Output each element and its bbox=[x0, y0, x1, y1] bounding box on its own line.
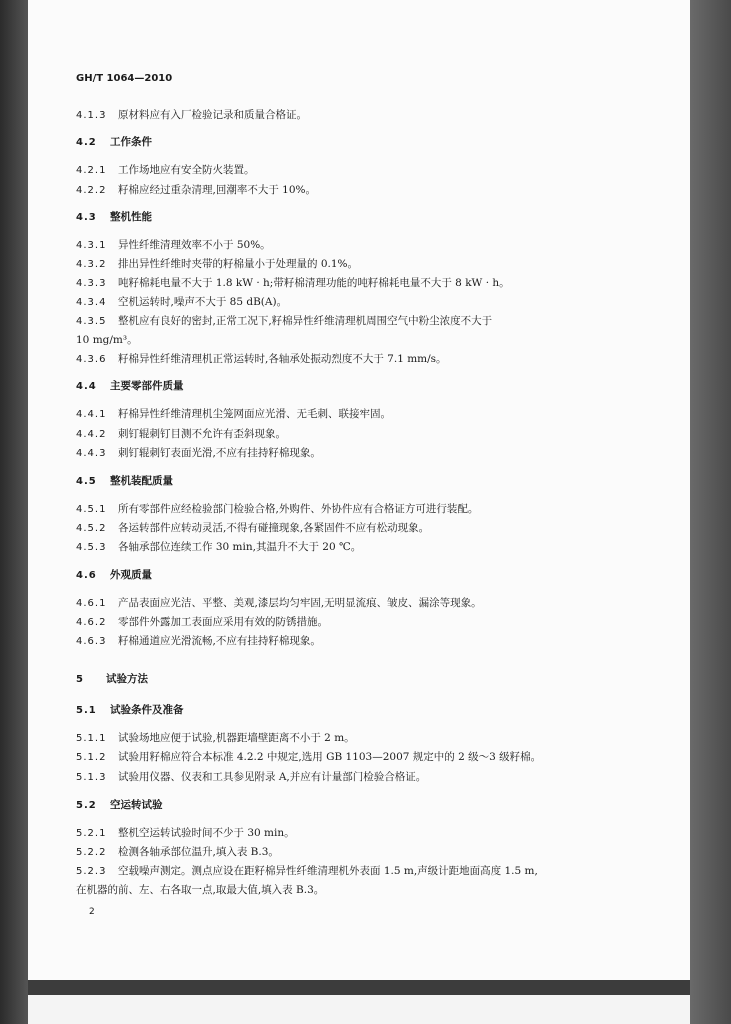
clause-text: 刺钉辊刺钉表面光滑,不应有挂持籽棉现象。 bbox=[118, 447, 321, 459]
clause-text: 10 mg/m³。 bbox=[76, 334, 138, 346]
clause-number: 5.2.2 bbox=[76, 847, 107, 858]
clause-number: 4.3.3 bbox=[76, 278, 107, 289]
clause-line bbox=[76, 521, 429, 536]
clause-number: 5 bbox=[76, 674, 84, 685]
clause-line bbox=[76, 295, 287, 310]
background-right bbox=[690, 0, 731, 1024]
clause-number: 4.5.3 bbox=[76, 542, 107, 553]
clause-line bbox=[76, 108, 307, 123]
section-heading bbox=[76, 672, 148, 687]
clause-text: 空运转试验 bbox=[110, 799, 163, 811]
clause-text: 试验场地应便于试验,机器距墙壁距离不小于 2 m。 bbox=[118, 732, 355, 744]
clause-text: 外观质量 bbox=[110, 569, 152, 581]
clause-line bbox=[76, 750, 541, 765]
clause-line bbox=[76, 826, 295, 841]
clause-number: 5.1.1 bbox=[76, 733, 107, 744]
clause-text: 试验用籽棉应符合本标准 4.2.2 中规定,选用 GB 1103—2007 规定中的 2 级～3 级籽棉。 bbox=[118, 751, 542, 763]
clause-line bbox=[76, 883, 324, 897]
clause-text: 各运转部件应转动灵活,不得有碰撞现象,各紧固件不应有松动现象。 bbox=[118, 522, 430, 534]
clause-number: 4.5.2 bbox=[76, 523, 107, 534]
clause-text: 试验条件及准备 bbox=[110, 704, 184, 716]
clause-text: 排出异性纤维时夹带的籽棉量小于处理量的 0.1%。 bbox=[118, 258, 359, 270]
clause-text: 籽棉异性纤维清理机尘笼网面应光滑、无毛刺、联接牢固。 bbox=[118, 408, 391, 420]
clause-line bbox=[76, 333, 138, 347]
clause-text: 籽棉异性纤维清理机正常运转时,各轴承处振动烈度不大于 7.1 mm/s。 bbox=[118, 353, 447, 365]
clause-line bbox=[76, 314, 492, 329]
clause-number: 4.3.5 bbox=[76, 316, 107, 327]
clause-number: 4.4.2 bbox=[76, 429, 107, 440]
clause-text: 零部件外露加工表面应采用有效的防锈措施。 bbox=[118, 616, 328, 628]
clause-line bbox=[76, 864, 538, 879]
section-heading bbox=[76, 135, 152, 150]
clause-number: 4.2.2 bbox=[76, 185, 107, 196]
clause-line bbox=[76, 596, 482, 611]
clause-text: 整机装配质量 bbox=[110, 475, 173, 487]
clause-number: 4.6 bbox=[76, 570, 97, 581]
section-heading bbox=[76, 379, 184, 394]
clause-text: 整机空运转试验时间不少于 30 min。 bbox=[118, 827, 295, 839]
clause-text: 籽棉应经过重杂清理,回潮率不大于 10%。 bbox=[118, 184, 317, 196]
clause-number: 4.6.1 bbox=[76, 598, 107, 609]
clause-line bbox=[76, 183, 316, 198]
clause-text: 整机性能 bbox=[110, 211, 152, 223]
clause-line bbox=[76, 407, 391, 422]
clause-text: 工作场地应有安全防火装置。 bbox=[118, 164, 255, 176]
section-heading bbox=[76, 210, 152, 225]
section-heading bbox=[76, 568, 152, 583]
clause-text: 籽棉通道应光滑流畅,不应有挂持籽棉现象。 bbox=[118, 635, 321, 647]
clause-number: 5.1.3 bbox=[76, 772, 107, 783]
clause-line bbox=[76, 427, 286, 442]
page-gap bbox=[28, 980, 690, 995]
clause-line bbox=[76, 257, 358, 272]
clause-line bbox=[76, 276, 510, 291]
clause-line bbox=[76, 615, 328, 630]
clause-number: 4.3.6 bbox=[76, 354, 107, 365]
clause-number: 4.6.2 bbox=[76, 617, 107, 628]
clause-number: 4.3.4 bbox=[76, 297, 107, 308]
clause-text: 试验方法 bbox=[106, 673, 148, 685]
clause-line bbox=[76, 502, 478, 517]
clause-line bbox=[76, 352, 447, 367]
clause-line bbox=[76, 446, 321, 461]
clause-text: 产品表面应光洁、平整、美观,漆层均匀牢固,无明显流痕、皱皮、漏涂等现象。 bbox=[118, 597, 482, 609]
clause-text: 刺钉辊刺钉目测不允许有歪斜现象。 bbox=[118, 428, 286, 440]
clause-text: 空机运转时,噪声不大于 85 dB(A)。 bbox=[118, 296, 288, 308]
clause-number: 5.2 bbox=[76, 800, 97, 811]
clause-text: 所有零部件应经检验部门检验合格,外购件、外协件应有合格证方可进行装配。 bbox=[118, 503, 479, 515]
clause-number: 4.5.1 bbox=[76, 504, 107, 515]
clause-number: 4.1.3 bbox=[76, 110, 107, 121]
clause-text: 检测各轴承部位温升,填入表 B.3。 bbox=[118, 846, 279, 858]
clause-number: 4.4.3 bbox=[76, 448, 107, 459]
clause-text: 工作条件 bbox=[110, 136, 152, 148]
clause-text: 各轴承部位连续工作 30 min,其温升不大于 20 ℃。 bbox=[118, 541, 362, 553]
clause-number: 5.1.2 bbox=[76, 752, 107, 763]
clause-number: 4.4.1 bbox=[76, 409, 107, 420]
clause-text: 原材料应有入厂检验记录和质量合格证。 bbox=[118, 109, 307, 121]
clause-text: 在机器的前、左、右各取一点,取最大值,填入表 B.3。 bbox=[76, 884, 325, 896]
clause-line bbox=[76, 238, 271, 253]
next-page bbox=[28, 995, 690, 1024]
clause-line bbox=[76, 634, 321, 649]
document-page bbox=[28, 0, 690, 980]
clause-text: 试验用仪器、仪表和工具参见附录 A,并应有计量部门检验合格证。 bbox=[118, 771, 427, 783]
clause-text: 异性纤维清理效率不小于 50%。 bbox=[118, 239, 271, 251]
clause-number: 4.3.1 bbox=[76, 240, 107, 251]
clause-number: 4.6.3 bbox=[76, 636, 107, 647]
clause-number: 4.3.2 bbox=[76, 259, 107, 270]
clause-line bbox=[76, 770, 426, 785]
clause-line bbox=[76, 540, 361, 555]
clause-line bbox=[76, 731, 355, 746]
clause-number: 5.2.1 bbox=[76, 828, 107, 839]
clause-text: 吨籽棉耗电量不大于 1.8 kW · h;带籽棉清理功能的吨籽棉耗电量不大于 8 kW · h。 bbox=[118, 277, 510, 289]
clause-number: 5.1 bbox=[76, 705, 97, 716]
clause-text: 主要零部件质量 bbox=[110, 380, 184, 392]
page-number: 2 bbox=[89, 907, 95, 917]
section-heading bbox=[76, 474, 173, 489]
section-heading bbox=[76, 798, 163, 813]
clause-number: 5.2.3 bbox=[76, 866, 107, 877]
section-heading bbox=[76, 703, 184, 718]
clause-text: 整机应有良好的密封,正常工况下,籽棉异性纤维清理机周围空气中粉尘浓度不大于 bbox=[118, 315, 493, 327]
clause-number: 4.5 bbox=[76, 476, 97, 487]
background-left bbox=[0, 0, 28, 1024]
page-header: GH/T 1064—2010 bbox=[76, 73, 173, 84]
clause-number: 4.3 bbox=[76, 212, 97, 223]
clause-line bbox=[76, 163, 255, 178]
clause-number: 4.2.1 bbox=[76, 165, 107, 176]
clause-text: 空载噪声测定。测点应设在距籽棉异性纤维清理机外表面 1.5 m,声级计距地面高度 1.5 m, bbox=[118, 865, 538, 877]
clause-number: 4.4 bbox=[76, 381, 97, 392]
clause-line bbox=[76, 845, 279, 860]
clause-number: 4.2 bbox=[76, 137, 97, 148]
